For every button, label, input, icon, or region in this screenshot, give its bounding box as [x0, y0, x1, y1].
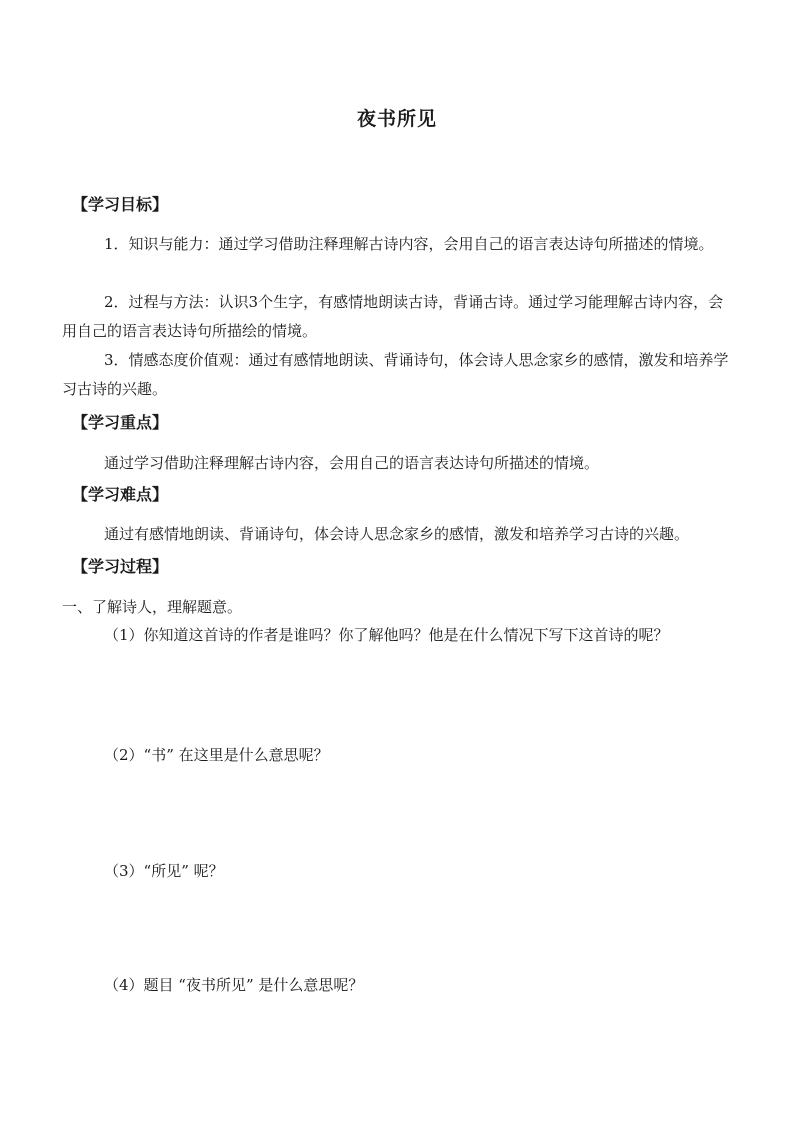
objective-item-1: 1．知识与能力：通过学习借助注释理解古诗内容，会用自己的语言表达诗句所描述的情境。 — [104, 235, 714, 253]
objective-item-3: 3．情感态度价值观：通过有感情地朗读、背诵诗句，体会诗人思念家乡的感情，激发和培养学习古诗的兴趣。 — [62, 351, 729, 398]
process-part-1: 一、了解诗人，理解题意。 — [62, 598, 243, 616]
question-4: （4）题目 “夜书所见” 是什么意思呢？ — [104, 976, 364, 994]
process-heading: 【学习过程】 — [72, 557, 169, 576]
difficulties-text: 通过有感情地朗读、背诵诗句，体会诗人思念家乡的感情，激发和培养学习古诗的兴趣。 — [104, 525, 690, 543]
key-points-text: 通过学习借助注释理解古诗内容，会用自己的语言表达诗句所描述的情境。 — [104, 454, 600, 472]
question-3: （3）“所见” 呢？ — [104, 862, 224, 880]
difficulties-heading: 【学习难点】 — [72, 485, 169, 504]
objective-item-2: 2．过程与方法：认识3个生字，有感情地朗读古诗，背诵古诗。通过学习能理解古诗内容，会用自己的语言表达诗句所描绘的情境。 — [62, 293, 724, 340]
question-2: （2）“书” 在这里是什么意思呢？ — [104, 746, 329, 764]
objectives-heading: 【学习目标】 — [72, 195, 169, 214]
key-points-heading: 【学习重点】 — [72, 413, 169, 432]
document-title: 夜书所见 — [356, 108, 437, 130]
question-1: （1）你知道这首诗的作者是谁吗？你了解他吗？他是在什么情况下写下这首诗的呢？ — [104, 626, 669, 644]
